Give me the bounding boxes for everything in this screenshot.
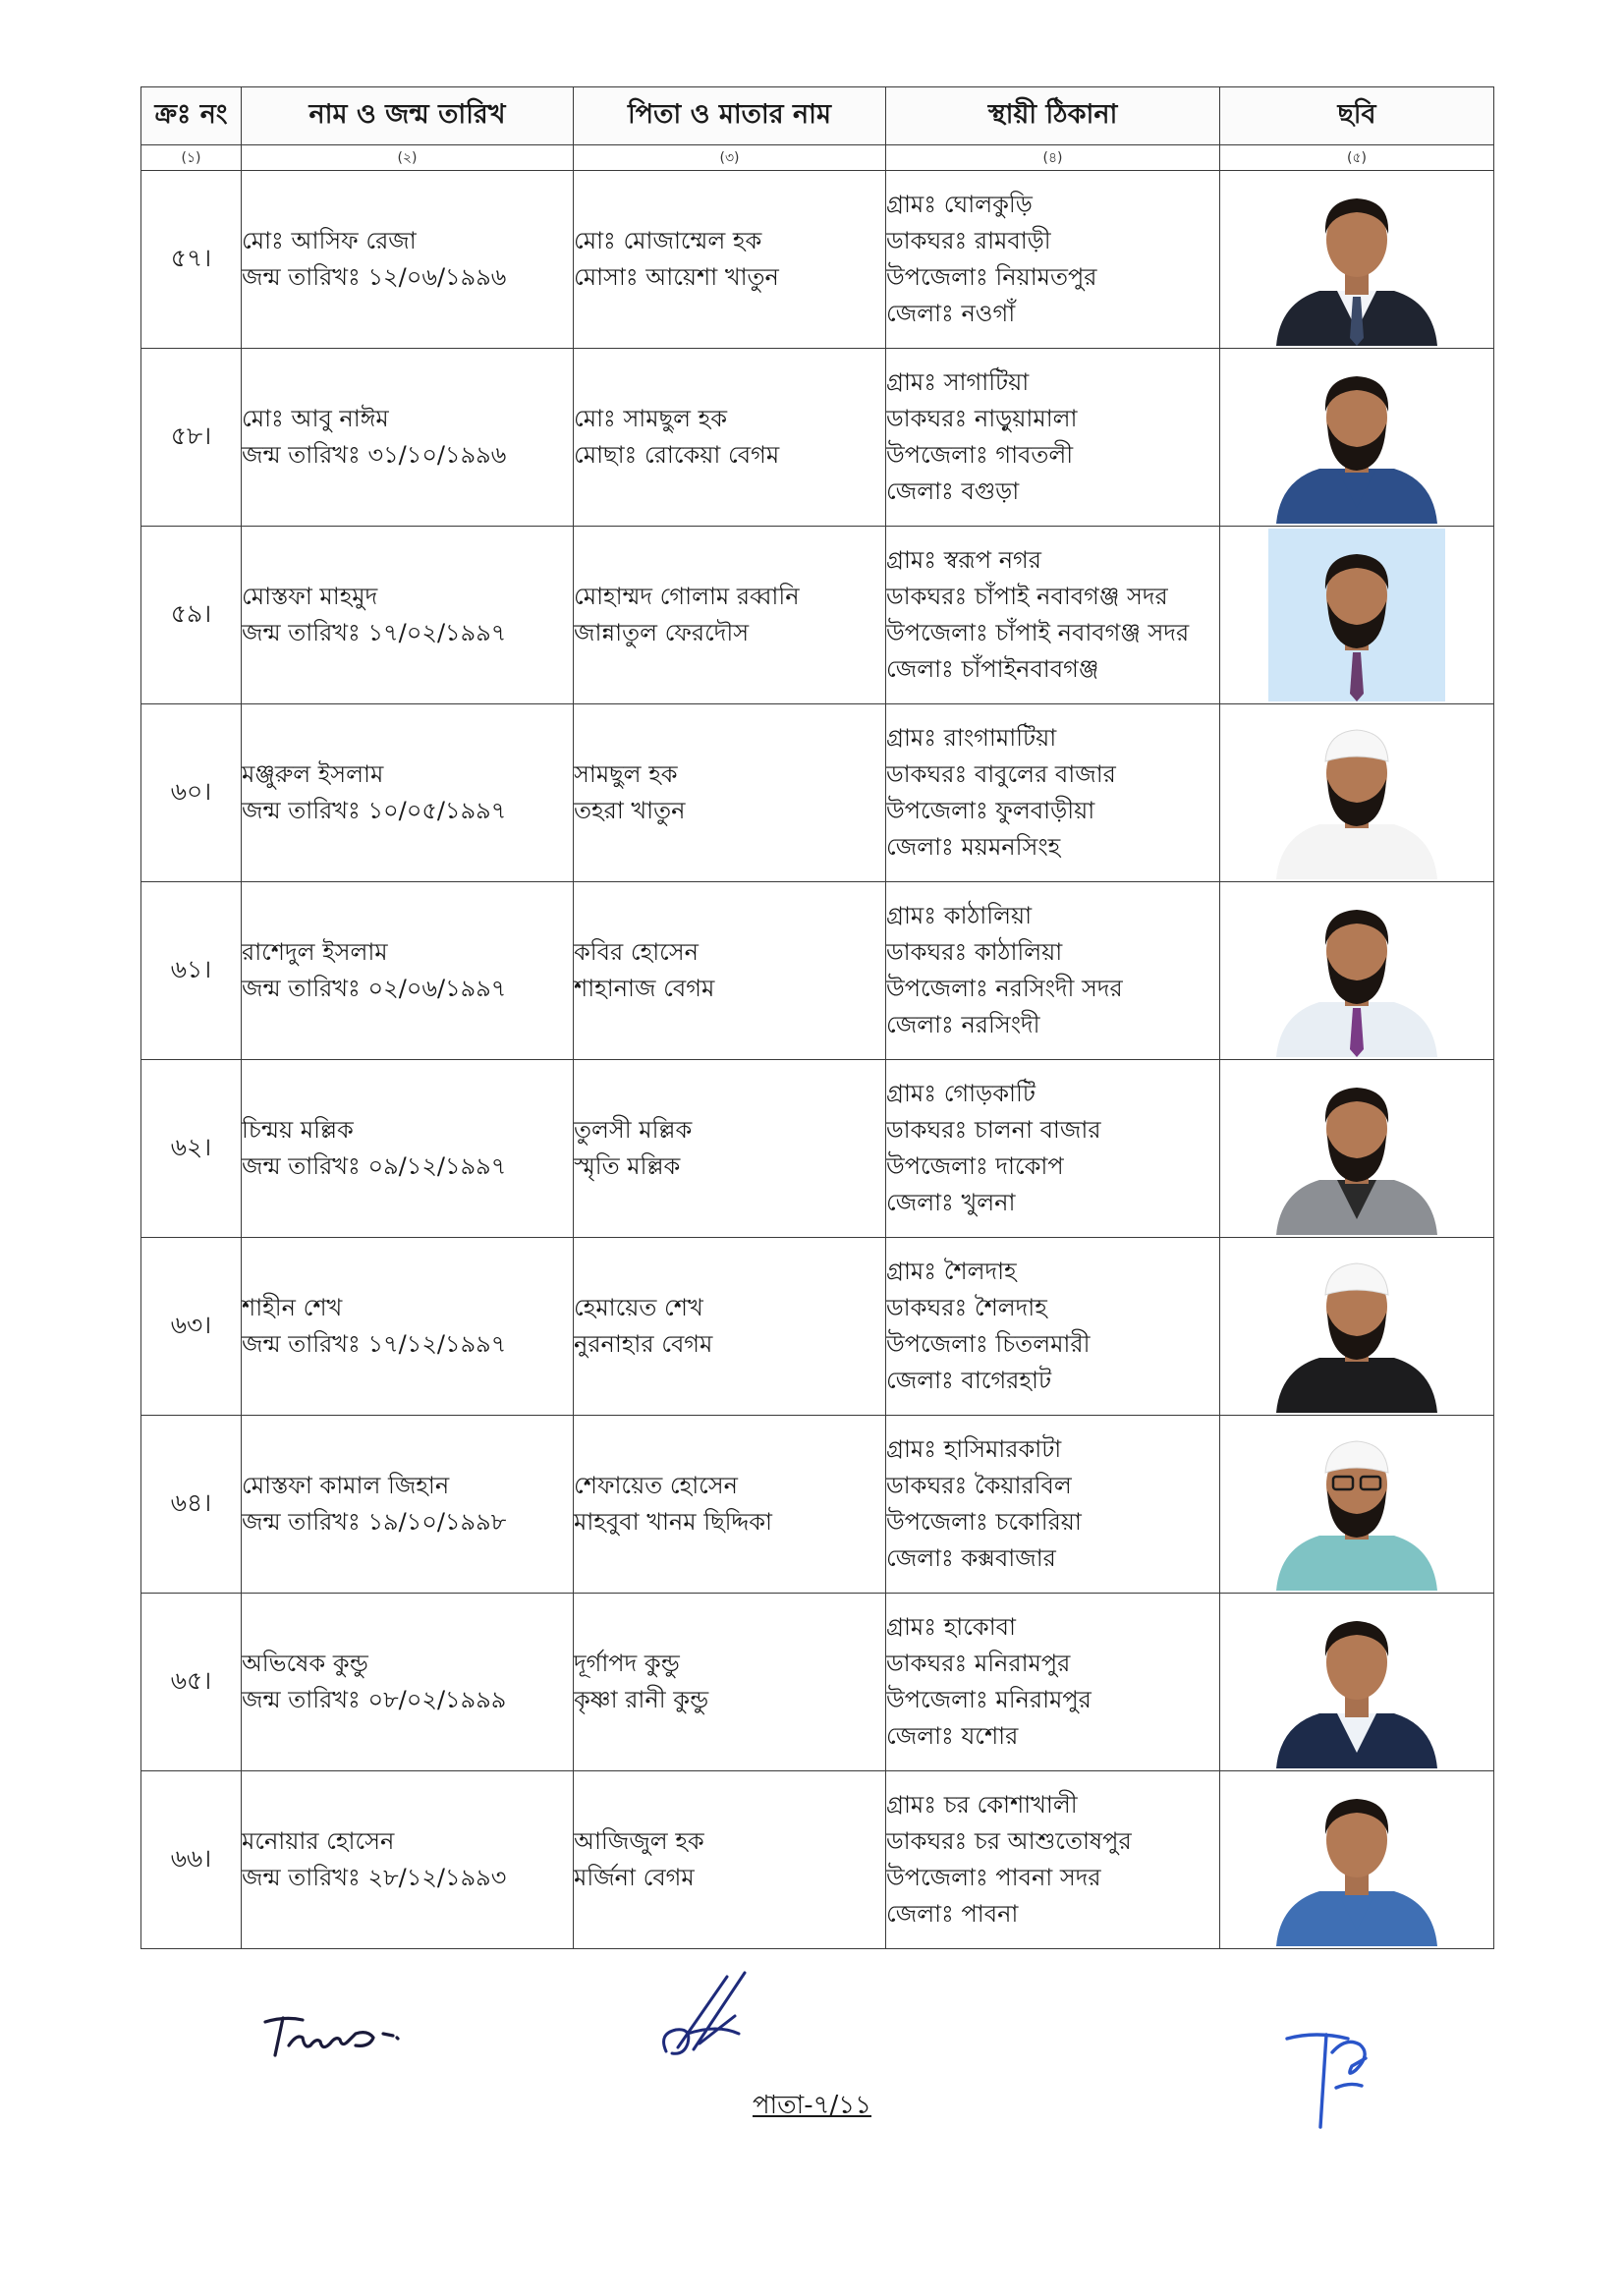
candidate-name: রাশেদুল ইসলাম <box>242 938 388 966</box>
table-row <box>141 349 1494 527</box>
date-of-birth: জন্ম তারিখঃ ১২/০৬/১৯৯৬ <box>242 263 507 291</box>
address-village: গ্রামঃ রাংগামাটিয়া <box>886 724 1057 752</box>
parents-cell <box>574 1416 886 1594</box>
candidate-photo <box>1268 1596 1445 1768</box>
name-dob-cell <box>242 527 574 704</box>
name-dob-cell <box>242 1238 574 1416</box>
header-parents: পিতা ও মাতার নাম <box>574 87 886 145</box>
candidate-name: মঞ্জুরুল ইসলাম <box>242 760 384 788</box>
column-number: (৪) <box>886 145 1220 171</box>
serial-number: ৬৬। <box>141 1771 242 1949</box>
mother-name: নুরনাহার বেগম <box>574 1330 713 1358</box>
address-cell <box>886 1416 1220 1594</box>
address-upazila: উপজেলাঃ দাকোপ <box>886 1152 1064 1180</box>
date-of-birth: জন্ম তারিখঃ ২৮/১২/১৯৯৩ <box>242 1864 507 1891</box>
address-village: গ্রামঃ কাঠালিয়া <box>886 902 1033 929</box>
parents-cell <box>574 1594 886 1771</box>
address-district: জেলাঃ চাঁপাইনবাবগঞ্জ <box>886 655 1099 683</box>
mother-name: মোছাঃ রোকেয়া বেগম <box>574 441 780 469</box>
photo-cell <box>1220 1238 1494 1416</box>
column-number: (১) <box>141 145 242 171</box>
candidate-name: চিন্ময় মল্লিক <box>242 1116 354 1144</box>
name-dob-cell <box>242 1771 574 1949</box>
address-post-office: ডাকঘরঃ কৈয়ারবিল <box>886 1472 1072 1499</box>
address-village: গ্রামঃ হাসিমারকাটা <box>886 1435 1062 1463</box>
photo-cell <box>1220 1771 1494 1949</box>
father-name: মোহাম্মদ গোলাম রব্বানি <box>574 583 800 610</box>
header-name-dob: নাম ও জন্ম তারিখ <box>242 87 574 145</box>
name-dob-cell <box>242 171 574 349</box>
parents-cell <box>574 527 886 704</box>
parents-cell <box>574 1060 886 1238</box>
father-name: হেমায়েত শেখ <box>574 1294 703 1321</box>
name-dob-cell <box>242 1416 574 1594</box>
address-post-office: ডাকঘরঃ বাবুলের বাজার <box>886 760 1116 788</box>
name-dob-cell <box>242 1594 574 1771</box>
table-row <box>141 1771 1494 1949</box>
parents-cell <box>574 704 886 882</box>
candidate-photo <box>1268 1240 1445 1413</box>
name-dob-cell <box>242 349 574 527</box>
address-village: গ্রামঃ শৈলদাহ <box>886 1258 1017 1285</box>
column-number: (৫) <box>1220 145 1494 171</box>
name-dob-cell <box>242 1060 574 1238</box>
address-district: জেলাঃ নওগাঁ <box>886 300 1016 327</box>
father-name: কবির হোসেন <box>574 938 699 966</box>
table-row <box>141 704 1494 882</box>
father-name: সামছুল হক <box>574 760 678 788</box>
date-of-birth: জন্ম তারিখঃ ৩১/১০/১৯৯৬ <box>242 441 507 469</box>
candidate-name: মোস্তফা মাহমুদ <box>242 583 378 610</box>
address-upazila: উপজেলাঃ নিয়ামতপুর <box>886 263 1097 291</box>
father-name: তুলসী মল্লিক <box>574 1116 693 1144</box>
candidate-photo <box>1268 1773 1445 1946</box>
address-post-office: ডাকঘরঃ চালনা বাজার <box>886 1116 1101 1144</box>
column-number-row <box>141 145 1494 171</box>
address-village: গ্রামঃ হাকোবা <box>886 1613 1016 1641</box>
address-upazila: উপজেলাঃ গাবতলী <box>886 441 1074 469</box>
father-name: মোঃ মোজাম্মেল হক <box>574 227 762 254</box>
address-upazila: উপজেলাঃ ফুলবাড়ীয়া <box>886 797 1095 824</box>
signature-center <box>648 1965 776 2063</box>
table-row <box>141 171 1494 349</box>
parents-cell <box>574 349 886 527</box>
photo-cell <box>1220 1060 1494 1238</box>
photo-cell <box>1220 171 1494 349</box>
candidate-name: মনোয়ার হোসেন <box>242 1827 395 1855</box>
parents-cell <box>574 171 886 349</box>
date-of-birth: জন্ম তারিখঃ ০৮/০২/১৯৯৯ <box>242 1686 507 1713</box>
date-of-birth: জন্ম তারিখঃ ১০/০৫/১৯৯৭ <box>242 797 507 824</box>
date-of-birth: জন্ম তারিখঃ ০২/০৬/১৯৯৭ <box>242 975 507 1002</box>
address-post-office: ডাকঘরঃ মনিরামপুর <box>886 1650 1071 1677</box>
mother-name: তহরা খাতুন <box>574 797 686 824</box>
mother-name: মোসাঃ আয়েশা খাতুন <box>574 263 779 291</box>
signature-left <box>246 1994 432 2073</box>
table-row <box>141 1238 1494 1416</box>
serial-number: ৫৮। <box>141 349 242 527</box>
serial-number: ৬৩। <box>141 1238 242 1416</box>
address-cell <box>886 882 1220 1060</box>
address-district: জেলাঃ বগুড়া <box>886 477 1020 505</box>
candidate-photo <box>1268 1062 1445 1235</box>
candidate-name: মোঃ আবু নাঈম <box>242 405 389 432</box>
address-post-office: ডাকঘরঃ নাড়ুয়ামালা <box>886 405 1078 432</box>
candidate-name: মোঃ আসিফ রেজা <box>242 227 417 254</box>
address-village: গ্রামঃ চর কোশাখালী <box>886 1791 1078 1819</box>
photo-cell <box>1220 1416 1494 1594</box>
father-name: আজিজুল হক <box>574 1827 704 1855</box>
address-upazila: উপজেলাঃ মনিরামপুর <box>886 1686 1092 1713</box>
candidate-name: অভিষেক কুন্ডু <box>242 1650 368 1677</box>
date-of-birth: জন্ম তারিখঃ ১৯/১০/১৯৯৮ <box>242 1508 507 1536</box>
signature-stroke <box>664 1973 745 2053</box>
page-number-footer <box>0 2085 1624 2128</box>
table-row <box>141 1060 1494 1238</box>
candidate-photo <box>1268 1418 1445 1591</box>
candidate-table <box>140 86 1494 1949</box>
column-number: (৩) <box>574 145 886 171</box>
address-post-office: ডাকঘরঃ রামবাড়ী <box>886 227 1051 254</box>
address-post-office: ডাকঘরঃ শৈলদাহ <box>886 1294 1047 1321</box>
parents-cell <box>574 1771 886 1949</box>
father-name: দূর্গাপদ কুন্ডু <box>574 1650 680 1677</box>
serial-number: ৫৭। <box>141 171 242 349</box>
photo-cell <box>1220 882 1494 1060</box>
address-village: গ্রামঃ ঘোলকুড়ি <box>886 191 1033 218</box>
serial-number: ৫৯। <box>141 527 242 704</box>
address-upazila: উপজেলাঃ চিতলমারী <box>886 1330 1091 1358</box>
address-post-office: ডাকঘরঃ চাঁপাই নবাবগঞ্জ সদর <box>886 583 1168 610</box>
address-cell <box>886 1594 1220 1771</box>
table-row <box>141 527 1494 704</box>
address-upazila: উপজেলাঃ চাঁপাই নবাবগঞ্জ সদর <box>886 619 1190 646</box>
address-post-office: ডাকঘরঃ কাঠালিয়া <box>886 938 1063 966</box>
mother-name: জান্নাতুল ফেরদৌস <box>574 619 750 646</box>
father-name: শেফায়েত হোসেন <box>574 1472 738 1499</box>
address-upazila: উপজেলাঃ চকোরিয়া <box>886 1508 1082 1536</box>
address-cell <box>886 171 1220 349</box>
address-cell <box>886 1238 1220 1416</box>
address-district: জেলাঃ নরসিংদী <box>886 1011 1040 1038</box>
candidate-name: শাহীন শেখ <box>242 1294 343 1321</box>
name-dob-cell <box>242 882 574 1060</box>
candidate-photo <box>1268 529 1445 701</box>
page-label: পাতা-৭/১১ <box>752 2091 872 2120</box>
address-village: গ্রামঃ গোড়কাটি <box>886 1080 1036 1107</box>
table-header-row <box>141 87 1494 145</box>
photo-cell <box>1220 1594 1494 1771</box>
table-row <box>141 1594 1494 1771</box>
table-row <box>141 882 1494 1060</box>
candidate-photo <box>1268 351 1445 524</box>
address-district: জেলাঃ কক্সবাজার <box>886 1544 1056 1572</box>
address-district: জেলাঃ বাগেরহাট <box>886 1367 1052 1394</box>
address-district: জেলাঃ খুলনা <box>886 1189 1016 1216</box>
serial-number: ৬৪। <box>141 1416 242 1594</box>
mother-name: মাহবুবা খানম ছিদ্দিকা <box>574 1508 772 1536</box>
address-district: জেলাঃ ময়মনসিংহ <box>886 833 1061 861</box>
candidate-photo <box>1268 706 1445 879</box>
parents-cell <box>574 1238 886 1416</box>
mother-name: শাহানাজ বেগম <box>574 975 715 1002</box>
father-name: মোঃ সামছুল হক <box>574 405 728 432</box>
address-village: গ্রামঃ সাগাটিয়া <box>886 368 1030 396</box>
table-row <box>141 1416 1494 1594</box>
address-village: গ্রামঃ স্বরূপ নগর <box>886 546 1041 574</box>
mother-name: মর্জিনা বেগম <box>574 1864 695 1891</box>
serial-number: ৬৫। <box>141 1594 242 1771</box>
header-serial: ক্রঃ নং <box>141 87 242 145</box>
candidate-photo <box>1268 884 1445 1057</box>
address-upazila: উপজেলাঃ নরসিংদী সদর <box>886 975 1123 1002</box>
address-district: জেলাঃ পাবনা <box>886 1900 1019 1928</box>
candidate-name: মোস্তফা কামাল জিহান <box>242 1472 450 1499</box>
candidate-photo <box>1268 173 1445 346</box>
address-cell <box>886 527 1220 704</box>
name-dob-cell <box>242 704 574 882</box>
address-cell <box>886 704 1220 882</box>
serial-number: ৬১। <box>141 882 242 1060</box>
address-post-office: ডাকঘরঃ চর আশুতোষপুর <box>886 1827 1132 1855</box>
header-photo: ছবি <box>1220 87 1494 145</box>
photo-cell <box>1220 704 1494 882</box>
date-of-birth: জন্ম তারিখঃ ১৭/১২/১৯৯৭ <box>242 1330 507 1358</box>
header-address: স্থায়ী ঠিকানা <box>886 87 1220 145</box>
photo-cell <box>1220 527 1494 704</box>
address-cell <box>886 1771 1220 1949</box>
photo-cell <box>1220 349 1494 527</box>
column-number: (২) <box>242 145 574 171</box>
address-district: জেলাঃ যশোর <box>886 1722 1019 1750</box>
address-upazila: উপজেলাঃ পাবনা সদর <box>886 1864 1101 1891</box>
date-of-birth: জন্ম তারিখঃ ১৭/০২/১৯৯৭ <box>242 619 507 646</box>
serial-number: ৬০। <box>141 704 242 882</box>
signature-stroke <box>265 2018 398 2055</box>
address-cell <box>886 349 1220 527</box>
serial-number: ৬২। <box>141 1060 242 1238</box>
date-of-birth: জন্ম তারিখঃ ০৯/১২/১৯৯৭ <box>242 1152 507 1180</box>
mother-name: কৃষ্ণা রানী কুন্ডু <box>574 1686 709 1713</box>
mother-name: স্মৃতি মল্লিক <box>574 1152 681 1180</box>
address-cell <box>886 1060 1220 1238</box>
parents-cell <box>574 882 886 1060</box>
